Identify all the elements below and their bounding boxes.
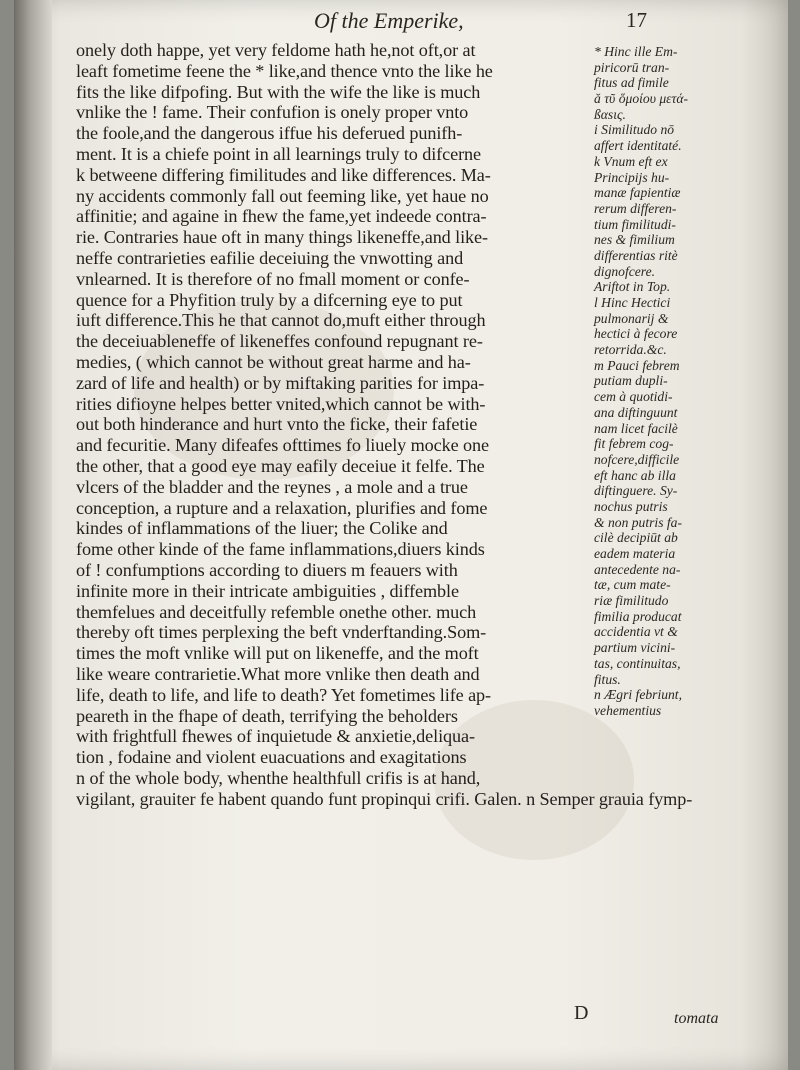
margin-note-line: rerum differen- [594,200,677,216]
text-line: peareth in the fhape of death, terrifying the beholders [76,705,458,726]
margin-note-line: tæ, cum mate- [594,577,671,593]
text-line: kindes of inflammations of the liuer; the Colike and [76,518,448,539]
margin-note-line: dignofcere. [594,263,656,279]
text-line: ny accidents commonly fall out feeming like, yet haue no [76,185,489,206]
text-line: of ! confumptions according to diuers m feauers with [76,559,458,580]
margin-note-line: cem à quotidi- [594,389,673,405]
margin-note-line: piricorū tran- [594,59,670,75]
margin-note-line: fitus. [594,671,621,687]
margin-note-line: eadem materia [594,546,676,561]
margin-note-line: fimilia producat [594,608,682,624]
margin-note-line: cilè decipiūt ab [594,530,678,546]
text-line: and fecuritie. Many difeafes ofttimes fo liuely mocke one [76,435,489,456]
margin-note-line: vehementius [594,702,662,718]
margin-note-line: differentias ritè [594,247,678,263]
text-line: leaft fometime feene the * like,and thence vnto the like he [76,60,493,81]
margin-note-line: partium vicini- [594,640,676,656]
text-line: fits the like difpofing. But with the wife the like is much [76,81,481,102]
text-line: rities difioyne helpes better vnited,which cannot be with- [76,393,486,414]
catchword: tomata [674,1010,719,1027]
text-line: infinite more in their intricate ambiguities , diffemble [76,580,459,601]
margin-note-line: manæ fapientiæ [594,185,681,201]
text-line: the other, that a good eye may eafily deceiue it felfe. The [76,455,485,476]
running-header [314,6,674,40]
book-gutter [14,0,52,1070]
margin-note-line: eft hanc ab illa [594,467,676,483]
text-line: like weare contrarietie.What more vnlike then death and [76,663,480,684]
margin-note-line: nochus putris [594,498,668,514]
text-line: with frightfull fhewes of inquietude & anxietie,deliqua- [76,726,475,747]
text-line: vigilant, grauiter fe habent quando funt propinqui crifi. Galen. n Semper grauia fymp- [76,788,693,809]
margin-note-line: nofcere,difficile [594,451,680,467]
signature-mark: D [574,1002,589,1024]
text-line: vnlike the ! fame. Their confufion is onely proper vnto [76,102,469,123]
margin-note-line: n Ægri febriunt, [594,687,682,703]
text-line: conception, a rupture and a relaxation, plurifies and fome [76,497,488,518]
margin-note-line: retorrida.&c. [594,342,667,358]
margin-note-line: tium fimilitudi- [594,216,676,232]
text-line: zard of life and health) or by miftaking parities for impa- [76,372,485,393]
margin-note-line: ana diftinguunt [594,404,678,420]
margin-note-line: nes & fimilium [594,232,675,248]
book-page [14,0,788,1070]
margin-note-line: fitus ad fimile [594,75,669,91]
text-line: neffe contrarieties eafilie deceiuing the vnwotting and [76,247,464,268]
text-line: ment. It is a chiefe point in all learnings truly to difcerne [76,143,482,164]
margin-note-line: tas, continuitas, [594,655,681,671]
text-line: fome other kinde of the fame inflammations,diuers kinds [76,539,485,560]
text-line: themfelues and deceitfully refemble onethe other. much [76,601,477,622]
text-line: thereby oft times perplexing the beft vnderftanding.Som- [76,622,487,643]
text-line: the foole,and the dangerous iffue his deferued punifh- [76,123,463,144]
text-line: vnlearned. It is therefore of no fmall moment or confe- [76,268,470,289]
running-title: Of the Emperike, [314,8,464,33]
text-line: n of the whole body, whenthe healthfull crifis is at hand, [76,767,481,788]
margin-note-line: k Vnum eft ex [594,153,668,169]
margin-note-line: m Pauci febrem [594,357,680,373]
margin-note-line: hectici à fecore [594,326,678,342]
margin-note-line: accidentia vt & [594,624,678,640]
text-line: life, death to life, and life to death? Yet fometimes life ap- [76,684,492,705]
text-line: k betweene differing fimilitudes and like differences. Ma- [76,164,491,185]
margin-note-line: diftinguere. Sy- [594,483,678,499]
margin-note-line: affert identitaté. [594,138,682,154]
margin-note-line: Principijs hu- [594,169,670,185]
margin-note-line: pulmonarij & [594,310,669,326]
text-line: quence for a Phyfition truly by a difcerning eye to put [76,289,463,310]
text-line: out both hinderance and hurt vnto the ficke, their fafetie [76,414,478,435]
margin-note-line: * Hinc ille Em- [594,44,678,59]
margin-note-line: riæ fimilitudo [594,593,669,609]
text-line: medies, ( which cannot be without great harme and ha- [76,351,471,372]
margin-note-line: Ariftot in Top. [594,279,671,295]
text-line: tion , fodaine and violent euacuations and exagitations [76,747,467,768]
text-line: affinitie; and againe in fhew the fame,yet indeede contra- [76,206,487,227]
text-line: onely doth happe, yet very feldome hath he,not oft,or at [76,40,476,60]
margin-note-line: antecedente na- [594,561,681,577]
margin-note-line: ă τῦ ὅμοίου μετά- [594,91,689,107]
margin-note-line: i Similitudo nō [594,122,675,138]
margin-note-line: putiam dupli- [594,373,668,389]
text-line: times the moft vnlike will put on likeneffe, and the moft [76,643,479,664]
margin-note-line: & non putris fa- [594,514,682,530]
margin-note-line: nam licet facilè [594,420,678,436]
margin-note-line: ßαsις. [594,106,626,122]
page-number: 17 [626,8,647,32]
text-line: vlcers of the bladder and the reynes , a mole and a true [76,476,468,497]
text-line: iuft difference.This he that cannot do,muft either through [76,310,486,331]
marginal-notes [594,44,774,719]
margin-note-line: l Hinc Hectici [594,295,671,310]
text-line: the deceiuableneffe of likeneffes confound repugnant re- [76,331,483,352]
margin-note-line: fit febrem cog- [594,436,674,452]
text-line: rie. Contraries haue oft in many things likeneffe,and like- [76,227,488,248]
